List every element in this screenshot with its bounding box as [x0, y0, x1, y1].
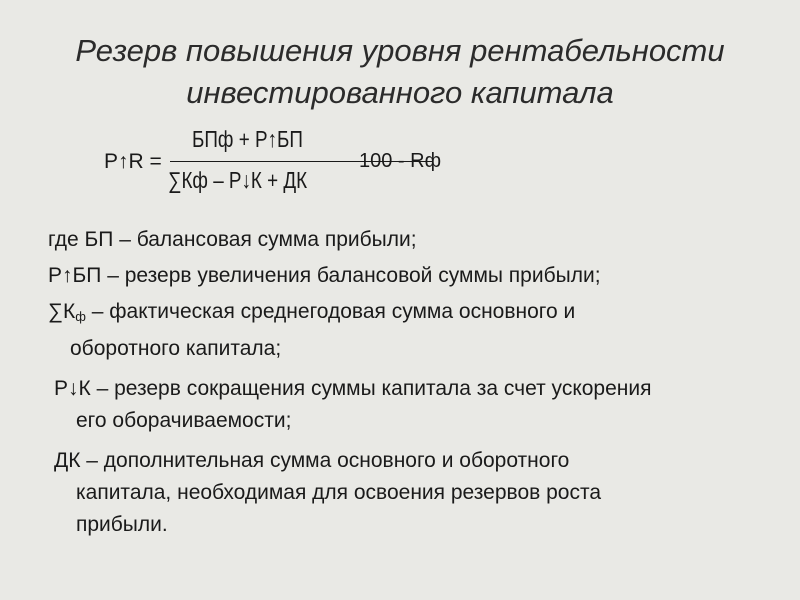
definitions-list [48, 224, 768, 541]
definition-dk-continuation-1: капитала, необходимая для освоения резервов роста [76, 481, 602, 504]
definition-kf-symbol: ∑К [48, 300, 76, 323]
definition-kf-text: – фактическая среднегодовая сумма основного и [85, 300, 576, 323]
definition-kf [48, 296, 768, 365]
definition-bp-text: где БП – балансовая сумма прибыли; [48, 228, 417, 251]
definition-dk-text: ДК – дополнительная сумма основного и оборотного [54, 449, 570, 472]
title-line-1: Резерв повышения уровня рентабельности [75, 33, 725, 68]
title-line-2: инвестированного капитала [186, 75, 614, 110]
definition-rk [54, 373, 768, 437]
formula-numerator: БПф + Р↑БП [192, 126, 303, 152]
definition-kf-subscript: ф [75, 309, 86, 324]
definition-dk-continuation-2: прибыли. [76, 513, 168, 536]
definition-kf-continuation: оборотного капитала; [70, 337, 282, 360]
definition-rbp-text: Р↑БП – резерв увеличения балансовой суммы прибыли; [48, 264, 601, 287]
definition-rk-text: Р↓К – резерв сокращения суммы капитала за счет ускорения [54, 377, 652, 400]
definition-bp [48, 224, 768, 256]
formula [104, 122, 524, 212]
formula-denominator: ∑Кф – Р↓К + ДК [168, 167, 308, 193]
formula-rhs: 100 - Rф [359, 150, 442, 172]
definition-rk-continuation: его оборачиваемости; [76, 409, 292, 432]
definition-dk [54, 445, 768, 541]
formula-lhs: Р↑R = [104, 150, 162, 173]
slide-title [40, 30, 760, 114]
definition-rbp [48, 260, 768, 292]
